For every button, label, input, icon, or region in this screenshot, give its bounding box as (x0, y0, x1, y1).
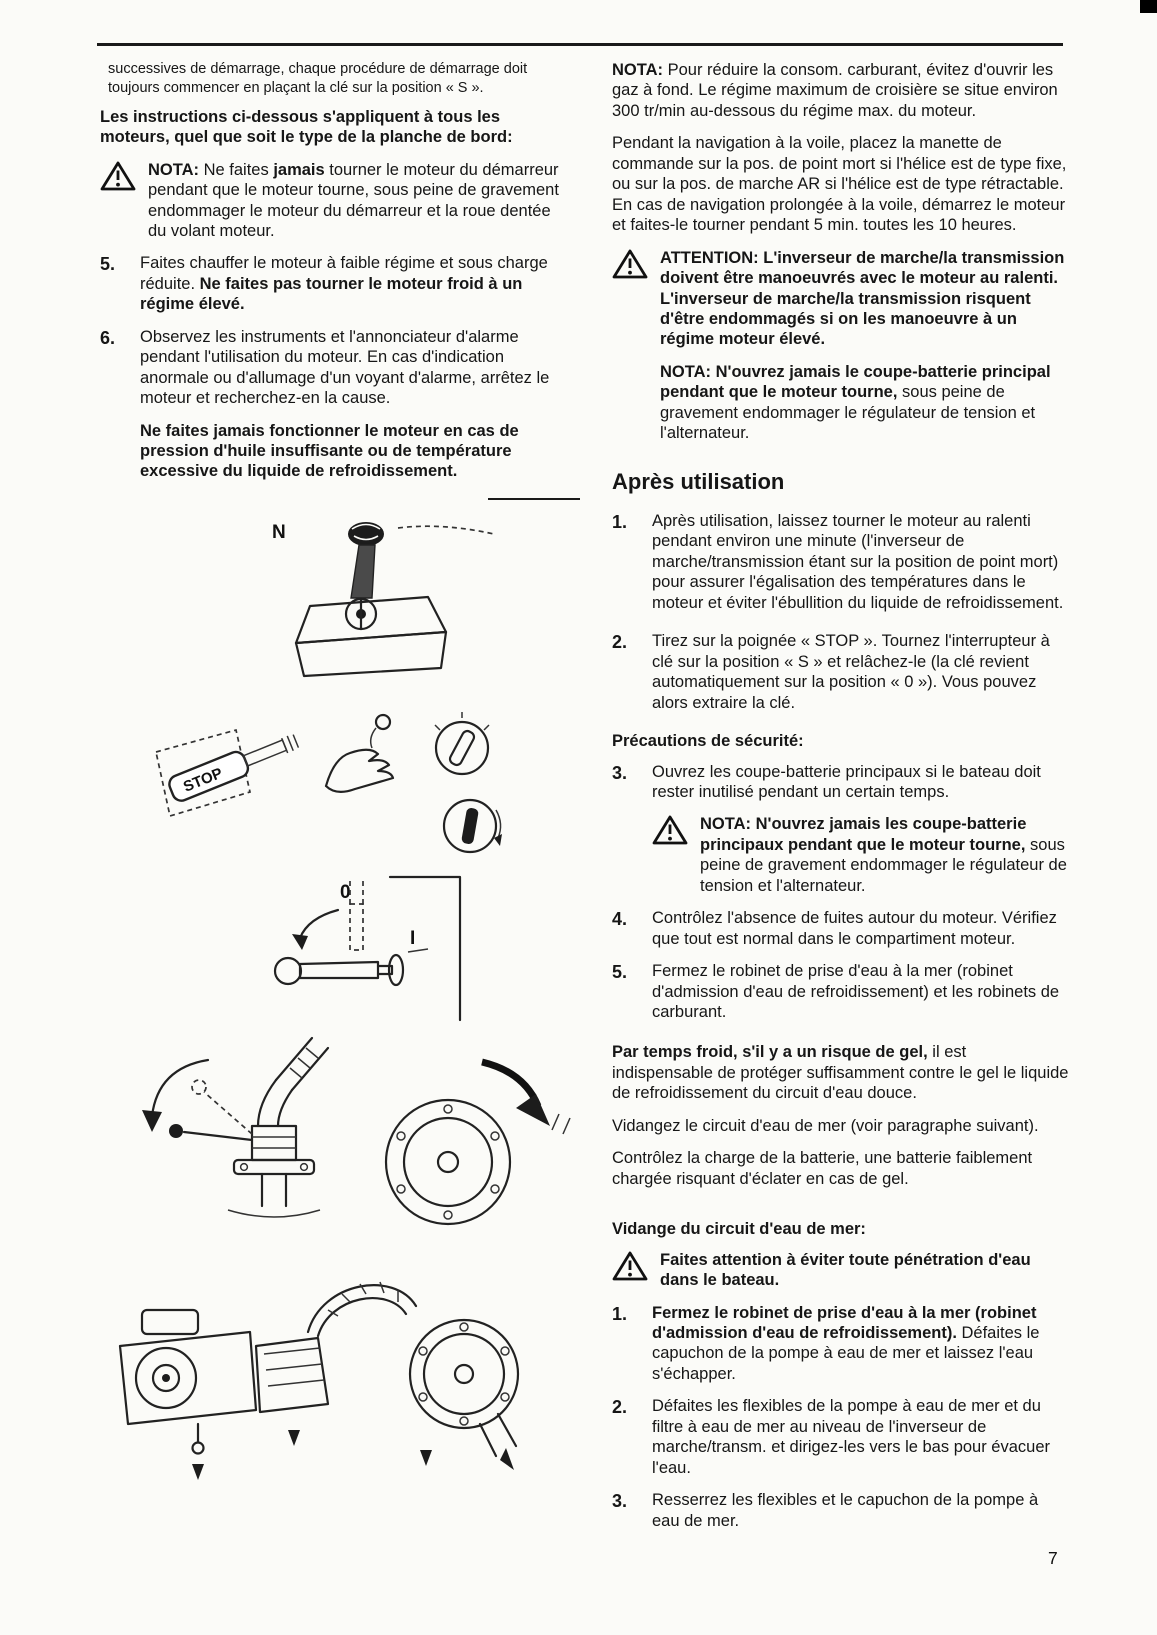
item-number: 5. (100, 254, 116, 275)
figure-seacock-valve (112, 1034, 572, 1242)
item-number: 5. (612, 962, 628, 983)
nota-battery-switches-warning (652, 814, 1070, 896)
item-number: 2. (612, 1397, 628, 1418)
subheading-drain-circuit: Vidange du circuit d'eau de mer: (612, 1220, 866, 1239)
after-use-item-2-text: Tirez sur la poignée « STOP ». Tournez l'interrupteur à clé sur la position « S » et relâchez-le (la clé revient automatiquement sur la position « 0 »). Vous pouvez alors extraire la clé. (652, 632, 1050, 712)
drain-item-3 (612, 1490, 1070, 1531)
item-5-text (140, 253, 572, 314)
seawater-pump-illustration (102, 1254, 572, 1492)
top-rule (97, 43, 1063, 46)
cold-weather-seg1: il est indispensable de protéger suffisamment contre le gel le liquide de refroidissement du circuit d'eau douce. (612, 1043, 1069, 1103)
nota-battery-main-seg1: sous peine de gravement endommager le régulateur de tension et l'alternateur. (660, 383, 1036, 443)
nota-fuel-text (612, 60, 1070, 121)
figure-control-lever (248, 512, 572, 688)
nota-fuel-seg1: Pour réduire la consom. carburant, évitez d'ouvrir les gaz à fond. Le régime maximum de croisière se situe environ 300 tr/min au-dessous du régime max. du moteur. (612, 61, 1058, 120)
item-5-seg0: Faites chauffer le moteur à faible régime et sous charge réduite. (140, 254, 548, 293)
numbered-item-5 (100, 253, 572, 314)
drain-item-3-text: Resserrez les flexibles et le capuchon de la pompe à eau de mer. (652, 1491, 1039, 1530)
item-number: 2. (612, 632, 628, 653)
subheading-precautions: Précautions de sécurité: (612, 732, 804, 751)
item-number: 3. (612, 1491, 628, 1512)
section-heading-after-use: Après utilisation (612, 468, 785, 494)
item-number: 1. (612, 511, 628, 532)
warning-triangle-icon (652, 814, 688, 896)
item-number: 4. (612, 909, 628, 930)
precautions-item-5-text: Fermez le robinet de prise d'eau à la mer (robinet d'admission d'eau de refroidissement) et les robinets de carburant. (652, 962, 1060, 1022)
figure-seawater-pump (102, 1254, 572, 1492)
water-ingress-warning-text: Faites attention à éviter toute pénétration d'eau dans le bateau. (660, 1250, 1031, 1290)
numbered-item-3 (612, 762, 1070, 803)
figure-stop-handle (130, 700, 572, 862)
warning-triangle-icon (612, 1250, 648, 1291)
item-number: 1. (612, 1303, 628, 1324)
drain-note-paragraph: Vidangez le circuit d'eau de mer (voir paragraphe suivant). (612, 1116, 1039, 1135)
item-number: 3. (612, 762, 628, 783)
print-corner-mark (1140, 0, 1157, 13)
key-position-1-label: I (410, 927, 416, 949)
after-use-item-1-text: Après utilisation, laissez tourner le moteur au ralenti pendant environ une minute (l'inverseur de marche/transmission étant sur la position de point mort) pour assurer l'égalisation des températures dans le moteur et éviter l'ébullition du liquide de refroidissement. (652, 511, 1064, 612)
warning-triangle-icon (100, 160, 136, 242)
battery-charge-paragraph: Contrôlez la charge de la batterie, une batterie faiblement chargée risquant d'éclater en cas de gel. (612, 1149, 1033, 1188)
nota-battery-switches-bold: NOTA: N'ouvrez jamais les coupe-batterie principaux pendant que le moteur tourne, (700, 815, 1027, 854)
cold-weather-paragraph (612, 1042, 1070, 1103)
neutral-position-label: N (272, 521, 286, 543)
warning-triangle-icon (612, 248, 648, 350)
control-lever-illustration (248, 512, 498, 688)
drain-item-2-text: Défaites les flexibles de la pompe à eau de mer et du filtre à eau de mer au niveau de l'inverseur de marche/transm. et dirigez-les vers le bas pour évacuer l'eau. (652, 1397, 1050, 1477)
drain-item-1-seg1: Défaites le capuchon de la pompe à eau de mer et laissez l'eau s'échapper. (652, 1324, 1040, 1383)
nota-battery-switches-seg1: sous peine de gravement endommager le régulateur de tension et l'alternateur. (700, 835, 1067, 895)
numbered-item-5-right (612, 961, 1070, 1022)
water-ingress-warning (612, 1250, 1070, 1291)
nota-starter-seg3: tourner le moteur du démarreur pendant que le moteur tourne, sous peine de gravement endommager le moteur du démarreur et la roue dentée du volant moteur. (148, 160, 559, 240)
left-column (100, 60, 572, 1492)
nota-label: NOTA: (612, 61, 664, 79)
nota-battery-main-bold: NOTA: N'ouvrez jamais le coupe-batterie principal pendant que le moteur tourne, (660, 362, 1051, 402)
key-positions-illustration (250, 874, 472, 1022)
right-column (612, 60, 1070, 1531)
figure-key-positions (250, 874, 572, 1022)
numbered-item-4 (612, 908, 1070, 949)
column-divider-rule (488, 498, 580, 500)
left-heading: Les instructions ci-dessous s'appliquent à tous les moteurs, quel que soit le type de la planche de bord: (100, 107, 513, 147)
nota-starter-text (148, 160, 572, 242)
numbered-item-1 (612, 511, 1070, 613)
attention-text: ATTENTION: L'inverseur de marche/la transmission doivent être manoeuvrés avec le moteur au ralenti. L'inverseur de marche/la transmission risquent d'être endommagés si on les manoeuvre à un régime moteur élevé. (660, 248, 1065, 349)
attention-warning (612, 248, 1070, 350)
drain-item-1-text (652, 1303, 1070, 1385)
item-5-seg1: Ne faites pas tourner le moteur froid à un régime élevé. (140, 274, 523, 314)
precautions-item-4-text: Contrôlez l'absence de fuites autour du moteur. Vérifiez que tout est normal dans le compartiment moteur. (652, 909, 1057, 948)
stop-handle-illustration (130, 700, 550, 862)
item-number: 6. (100, 327, 116, 348)
drain-item-2 (612, 1396, 1070, 1478)
nota-label: NOTA: (148, 160, 200, 179)
intro-continuation-text: successives de démarrage, chaque procédure de démarrage doit toujours commencer en plaçant la clé sur la position « S ». (108, 61, 528, 96)
numbered-item-6 (100, 327, 572, 409)
drain-item-1 (612, 1303, 1070, 1385)
key-position-0-label: 0 (340, 881, 351, 903)
nota-starter-seg2: jamais (273, 160, 325, 179)
cold-weather-bold: Par temps froid, s'il y a un risque de gel, (612, 1043, 928, 1062)
page-number: 7 (1048, 1548, 1058, 1568)
stop-handle-label: STOP (180, 764, 225, 796)
numbered-item-2 (612, 631, 1070, 713)
nota-battery-main-text (660, 362, 1070, 444)
nota-starter-warning (100, 160, 572, 242)
seacock-illustration (112, 1034, 572, 1242)
nota-battery-switches-text (700, 814, 1070, 896)
nota-starter-seg1: Ne faites (199, 160, 274, 179)
never-run-warning-text: Ne faites jamais fonctionner le moteur en cas de pression d'huile insuffisante ou de température excessive du liquide de refroidissement. (140, 421, 519, 481)
precautions-item-3-text: Ouvrez les coupe-batterie principaux si le bateau doit rester inutilisé pendant un certain temps. (652, 762, 1041, 801)
drain-item-1-bold: Fermez le robinet de prise d'eau à la mer (robinet d'admission d'eau de refroidissement). (652, 1303, 1037, 1343)
sailing-paragraph: Pendant la navigation à la voile, placez la manette de commande sur la pos. de point mort si l'hélice est de type fixe, ou sur la pos. de marche AR si l'hélice est de type rétractable. En cas de navigation prolongée à la voile, démarrez le moteur et faites-le tourner pendant 5 min. toutes les 10 heures. (612, 134, 1067, 235)
item-6-text: Observez les instruments et l'annonciateur d'alarme pendant l'utilisation du moteur. En cas d'indication anormale ou d'allumage d'un voyant d'alarme, arrêtez le moteur et recherchez-en la cause. (140, 327, 550, 408)
